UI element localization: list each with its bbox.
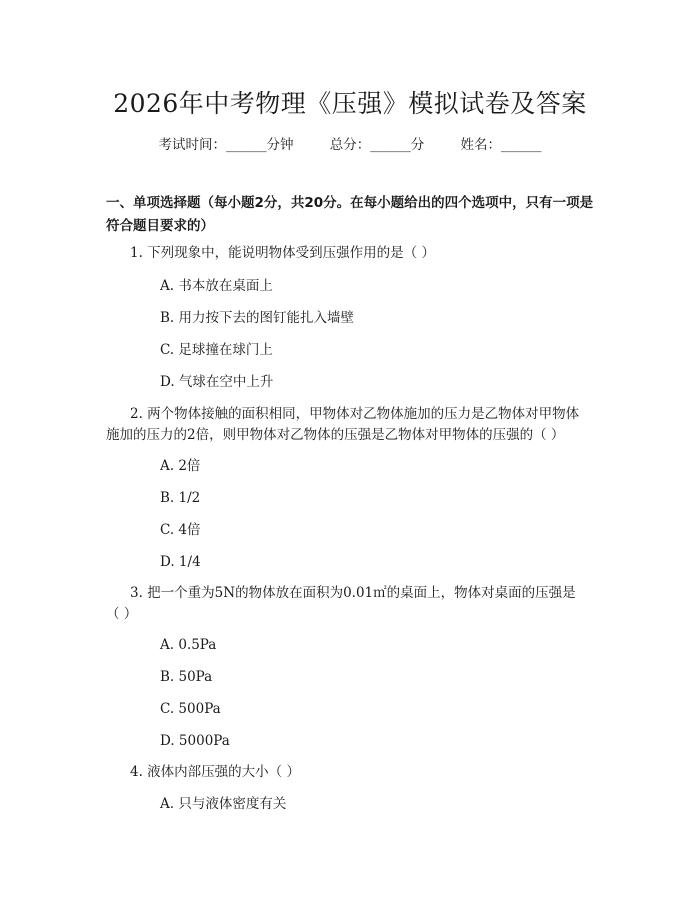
question-stem: 2. 两个物体接触的面积相同，甲物体对乙物体施加的压力是乙物体对甲物体 — [130, 406, 580, 422]
question-option: A. 2倍 — [160, 458, 201, 474]
question-option: C. 足球撞在球门上 — [160, 342, 273, 358]
question-option: B. 50Pa — [160, 669, 213, 685]
question-option: B. 1/2 — [160, 490, 201, 506]
question-option: D. 1/4 — [160, 554, 201, 570]
question-stem: 1. 下列现象中，能说明物体受到压强作用的是（ ） — [130, 245, 435, 261]
question-option: A. 0.5Pa — [160, 637, 217, 653]
question-option: B. 用力按下去的图钉能扎入墙壁 — [160, 310, 355, 326]
question-option: C. 4倍 — [160, 522, 201, 538]
question-option: D. 气球在空中上升 — [160, 374, 274, 390]
question-stem-continued: （ ） — [106, 606, 138, 622]
page-title: 2026年中考物理《压强》模拟试卷及答案 — [113, 89, 587, 118]
exam-meta — [0, 133, 700, 153]
section-heading: 一、单项选择题（每小题2分，共20分。在每小题给出的四个选项中，只有一项是符合题目要求的） — [106, 195, 594, 234]
question-option: A. 只与液体密度有关 — [160, 796, 287, 812]
question-option: A. 书本放在桌面上 — [160, 278, 273, 294]
exam-time-field: 考试时间：______分钟 — [158, 137, 294, 153]
question-stem: 3. 把一个重为5N的物体放在面积为0.01㎡的桌面上，物体对桌面的压强是 — [130, 585, 576, 601]
question-stem: 4. 液体内部压强的大小（ ） — [130, 764, 300, 780]
student-name-field: 姓名：______ — [460, 137, 542, 153]
question-stem-continued: 施加的压力的2倍，则甲物体对乙物体的压强是乙物体对甲物体的压强的（ ） — [106, 427, 565, 443]
question-option: D. 5000Pa — [160, 733, 230, 749]
total-score-field: 总分：______分 — [329, 137, 425, 153]
question-option: C. 500Pa — [160, 701, 221, 717]
